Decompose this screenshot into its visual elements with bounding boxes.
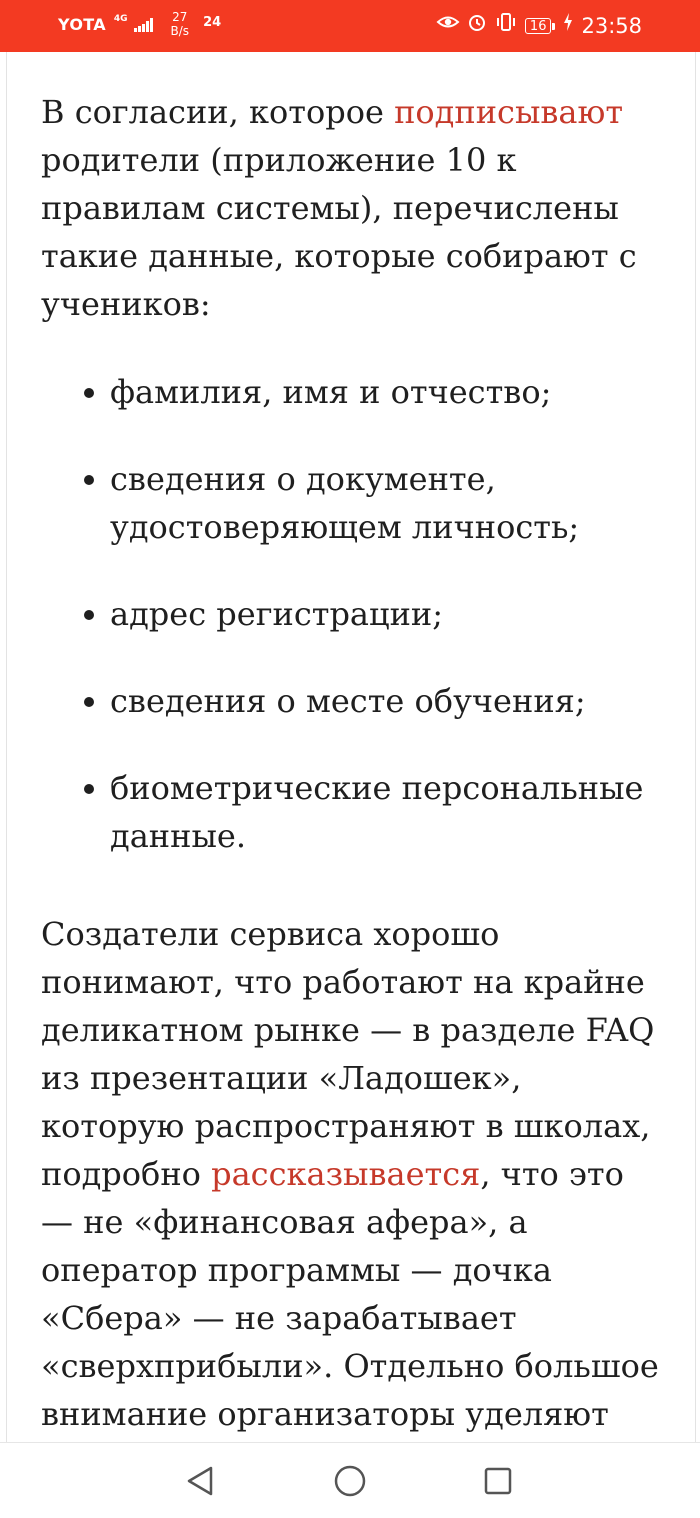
bullet-icon <box>84 784 94 794</box>
intro-text-end: родители (приложение 10 к правилам системы), перечислены такие данные, которые собирают с учеников: <box>41 141 637 323</box>
para2-text-start: Создатели сервиса хорошо понимают, что работают на крайне деликатном рынке — в разделе FAQ из презентации «Ладошек», которую распространяют в школах, подробно <box>41 915 655 1193</box>
list-item-text: биометрические персональные данные. <box>110 769 644 855</box>
list-item <box>41 677 661 725</box>
sign-consent-link[interactable]: подписывают <box>394 93 624 131</box>
battery-icon <box>525 18 556 34</box>
status-bar <box>0 0 700 52</box>
list-item-text: сведения о месте обучения; <box>110 682 586 720</box>
article-body <box>41 88 661 1486</box>
carrier-name: YOTA <box>58 15 106 34</box>
list-item <box>41 590 661 638</box>
network-speed <box>171 10 190 38</box>
list-item <box>41 764 661 860</box>
eye-icon <box>437 13 459 39</box>
speed-value: 27 <box>172 10 188 24</box>
charging-icon <box>563 12 573 40</box>
list-item-text: фамилия, имя и отчество; <box>110 373 552 411</box>
clock: 23:58 <box>581 14 642 38</box>
para2-text-end: , что это — не «финансовая афера», а оператор программы — дочка «Сбера» — не зарабатывает «сверхприбыли». Отдельно большое внимание организаторы уделяют <box>41 1155 659 1433</box>
bullet-icon <box>84 610 94 620</box>
list-item <box>41 368 661 416</box>
speed-unit: B/s <box>170 24 190 38</box>
status-right <box>437 12 642 40</box>
list-item-text: сведения о документе, удостоверяющем личность; <box>110 460 580 546</box>
home-icon[interactable] <box>332 1463 368 1499</box>
signal-icon <box>134 18 153 32</box>
intro-text-start: В согласии, которое <box>41 93 395 131</box>
list-item-text: адрес регистрации; <box>110 595 444 633</box>
intro-paragraph <box>41 88 661 328</box>
second-paragraph <box>41 910 661 1486</box>
vibrate-icon <box>495 12 517 40</box>
bullet-icon <box>84 475 94 485</box>
notification-badge: 24 <box>203 15 222 30</box>
back-icon[interactable] <box>182 1463 218 1499</box>
recents-icon[interactable] <box>480 1463 516 1499</box>
network-type: 4G <box>113 14 128 24</box>
bullet-icon <box>84 388 94 398</box>
faq-story-link[interactable]: рассказывается <box>211 1155 481 1193</box>
list-item <box>41 455 661 551</box>
bullet-icon <box>84 697 94 707</box>
article-viewport[interactable] <box>6 52 696 1442</box>
collected-data-list <box>41 368 661 860</box>
navigation-bar <box>0 1442 700 1518</box>
battery-level: 16 <box>525 18 552 34</box>
alarm-icon <box>467 12 487 40</box>
status-left <box>58 10 222 38</box>
